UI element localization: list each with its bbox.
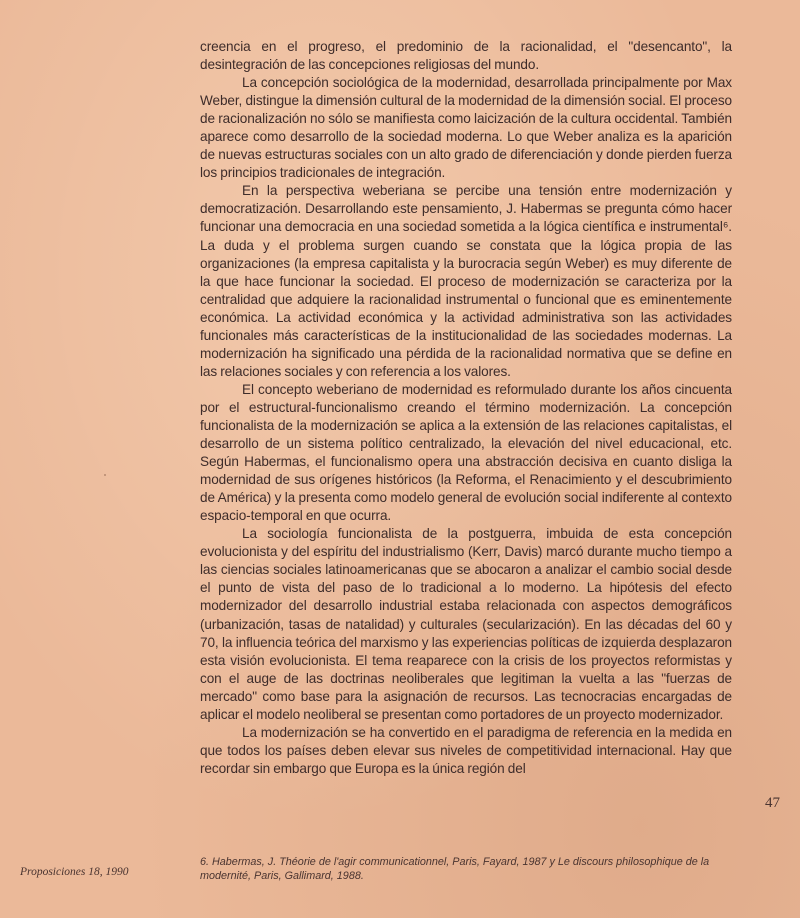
paragraph: El concepto weberiano de modernidad es reformulado durante los años cincuenta por el estructural-funcionalismo creando el término modernización. La concepción funcionalista de la modernización se aplica a la extensión de las relaciones capitalistas, el desarrollo de un sistema político centralizado, la elevación del nivel educacional, etc. Según Habermas, el funcionalismo opera una abstracción decisiva en cuanto disliga la modernidad de sus orígenes históricos (la Reforma, el Renacimiento y el descubrimiento de América) y la presenta como modelo general de evolución social indiferente al contexto espacio-temporal en que ocurra. — [200, 381, 732, 524]
paragraph: creencia en el progreso, el predominio de la racionalidad, el "desencanto", la desintegración de las concepciones religiosas del mundo. — [200, 39, 732, 73]
paragraph: La sociología funcionalista de la postguerra, imbuida de esta concepción evolucionista y del espíritu del industrialismo (Kerr, Davis) marcó durante mucho tiempo a las ciencias sociales latinoamericanas que se abocaron a analizar el cambio social desde el punto de vista del paso de lo tradicional a lo moderno. La hipótesis del efecto modernizador del desarrollo industrial estaba relacionada con aspectos demográficos (urbanización, tasas de natalidad) y culturales (secularización). En las décadas del 60 y 70, la influencia teórica del marxismo y las experiencias políticas de izquierda desplazaron esta visión evolucionista. El tema reaparece con la crisis de los proyectos reformistas y con el auge de las doctrinas neoliberales que legitiman la vuelta a las "fuerzas de mercado" como base para la asignación de recursos. Las tecnocracias encargadas de aplicar el modelo neoliberal se presentan como portadores de un proyecto modernizador. — [200, 526, 732, 722]
paragraph: La modernización se ha convertido en el paradigma de referencia en la medida en que todos los países deben elevar sus niveles de competitividad internacional. Hay que recordar sin embargo que Europa es la única región del — [200, 724, 732, 776]
page-number: 47 — [765, 795, 780, 811]
paragraph: En la perspectiva weberiana se percibe una tensión entre modernización y democratización. Desarrollando este pensamiento, J. Habermas se pregunta cómo hacer funcionar una democracia en una sociedad sometida a la lógica científica e instrumental⁶. La duda y el problema surgen cuando se constata que la lógica propia de las organizaciones (la empresa capitalista y la burocracia según Weber) es muy diferente de la que hace funcionar la sociedad. El proceso de modernización se caracteriza por la centralidad que adquiere la racionalidad instrumental o funcional que es eminentemente económica. La actividad económica y la actividad administrativa son las actividades funcionales más características de la institucionalidad de las sociedades modernas. La modernización ha significado una pérdida de la racionalidad normativa que se define en las relaciones sociales y con referencia a los valores. — [200, 183, 732, 379]
source-citation: Proposiciones 18, 1990 — [20, 866, 129, 878]
footnote: 6. Habermas, J. Théorie de l'agir communicationnel, Paris, Fayard, 1987 y Le discours philosophique de la modernité, Paris, Gallimard, 1988. — [200, 856, 710, 882]
paper-speck — [104, 474, 106, 476]
body-text — [200, 38, 732, 778]
paragraph: La concepción sociológica de la modernidad, desarrollada principalmente por Max Weber, distingue la dimensión cultural de la modernidad de la dimensión social. El proceso de racionalización no sólo se manifiesta como laicización de la cultura occidental. También aparece como desarrollo de la sociedad moderna. Lo que Weber analiza es la aparición de nuevas estructuras sociales con un alto grado de diferenciación y donde pierden fuerza los principios tradicionales de integración. — [200, 75, 732, 181]
